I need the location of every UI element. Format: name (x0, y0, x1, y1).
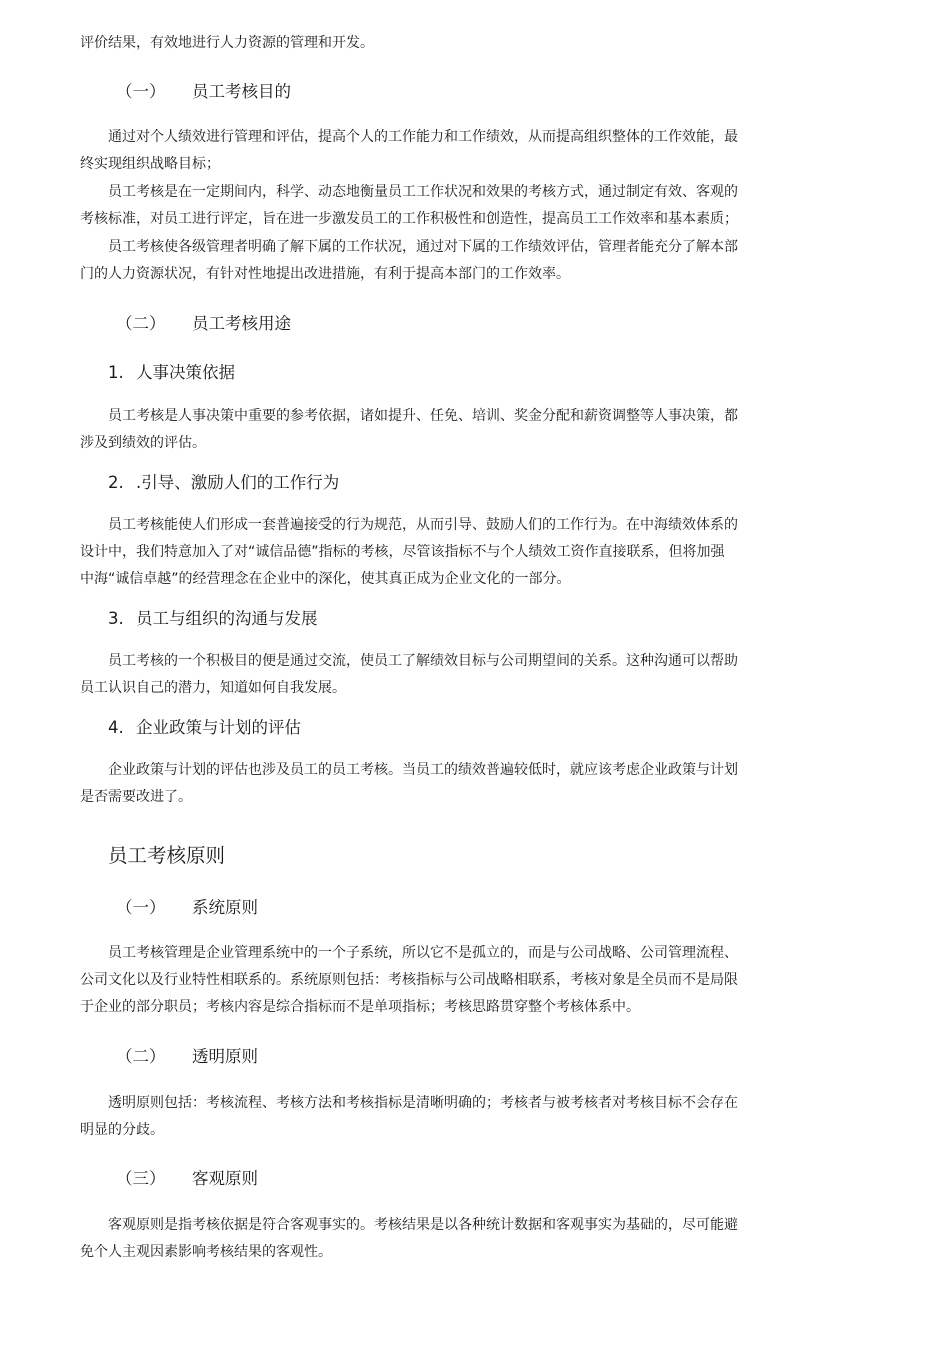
paragraph: 员工考核使各级管理者明确了解下属的工作状况，通过对下属的工作绩效评估，管理者能充分了解本部 门的人力资源状况，有针对性地提出改进措施，有利于提高本部门的工作效率。 (80, 239, 738, 282)
paragraph: 员工考核是人事决策中重要的参考依据，诸如提升、任免、培训、奖金分配和薪资调整等人事决策，都 涉及到绩效的评估。 (80, 408, 738, 451)
heading-index: （三） (116, 1169, 166, 1188)
paragraph: 透明原则包括：考核流程、考核方法和考核指标是清晰明确的；考核者与被考核者对考核目标不会存在 明显的分歧。 (80, 1095, 738, 1138)
numbered-heading: 4. 企业政策与计划的评估 (108, 718, 301, 737)
heading-title: 透明原则 (192, 1047, 258, 1066)
paragraph: 员工考核是在一定期间内，科学、动态地衡量员工工作状况和效果的考核方式，通过制定有效、客观的 考核标准，对员工进行评定，旨在进一步激发员工的工作积极性和创造性，提高员工工作效率和基本素质； (80, 184, 738, 227)
numbered-heading: 3. 员工与组织的沟通与发展 (108, 609, 318, 628)
heading-title: 系统原则 (192, 898, 258, 917)
section-heading-objectivity (116, 1167, 258, 1191)
heading-title: 员工考核目的 (192, 82, 291, 101)
paragraph: 客观原则是指考核依据是符合客观事实的。考核结果是以各种统计数据和客观事实为基础的，尽可能避 免个人主观因素影响考核结果的客观性。 (80, 1217, 738, 1260)
paragraph: 企业政策与计划的评估也涉及员工的员工考核。当员工的绩效普遍较低时，就应该考虑企业政策与计划 是否需要改进了。 (80, 762, 738, 805)
paragraph: 员工考核能使人们形成一套普遍接受的行为规范，从而引导、鼓励人们的工作行为。在中海绩效体系的 设计中，我们特意加入了对“诚信品德”指标的考核，尽管该指标不与个人绩效工资作直接联系，但将加强 中海“诚信卓越”的经营理念在企业中的深化，使其真正成为企业文化的一部分。 (80, 517, 738, 587)
section-heading-transparency (116, 1045, 258, 1069)
section-heading-usage (116, 312, 291, 336)
numbered-heading: 2. .引导、激励人们的工作行为 (108, 473, 340, 492)
heading-title: 员工考核用途 (192, 314, 291, 333)
paragraph: 员工考核管理是企业管理系统中的一个子系统，所以它不是孤立的，而是与公司战略、公司管理流程、 公司文化以及行业特性相联系的。系统原则包括：考核指标与公司战略相联系，考核对象是全员而不是局限 于企业的部分职员；考核内容是综合指标而不是单项指标；考核思路贯穿整个考核体系中。 (80, 945, 738, 1015)
heading-title: 客观原则 (192, 1169, 258, 1188)
paragraph: 通过对个人绩效进行管理和评估，提高个人的工作能力和工作绩效，从而提高组织整体的工作效能，最 终实现组织战略目标； (80, 129, 738, 172)
heading-index: （一） (116, 82, 166, 101)
section-heading-system (116, 896, 258, 920)
paragraph: 员工考核的一个积极目的便是通过交流，使员工了解绩效目标与公司期望间的关系。这种沟通可以帮助 员工认识自己的潜力，知道如何自我发展。 (80, 653, 738, 696)
chapter-heading: 员工考核原则 (108, 844, 226, 867)
heading-index: （二） (116, 314, 166, 333)
heading-index: （二） (116, 1047, 166, 1066)
heading-index: （一） (116, 898, 166, 917)
section-heading-purpose (116, 80, 291, 104)
numbered-heading: 1. 人事决策依据 (108, 363, 235, 382)
intro-paragraph: 评价结果，有效地进行人力资源的管理和开发。 (80, 35, 374, 51)
